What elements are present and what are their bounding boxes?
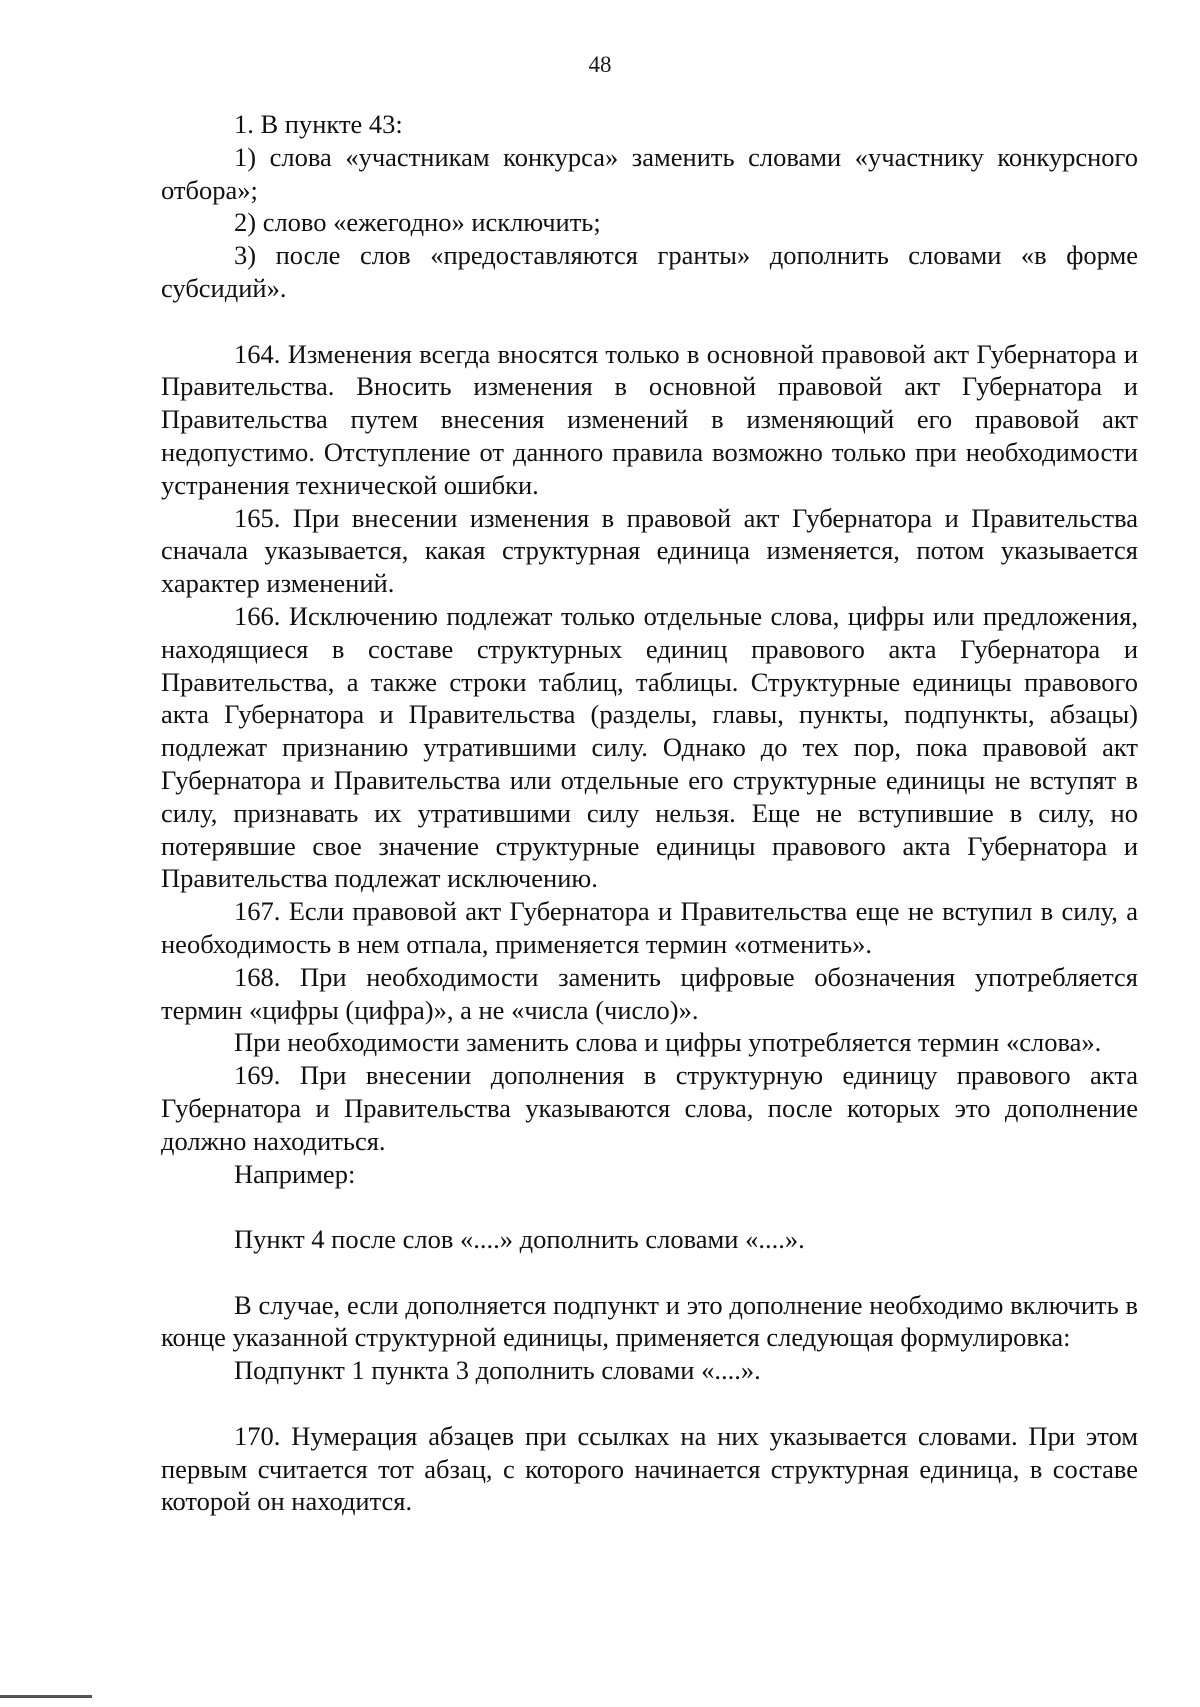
page-number: 48: [588, 52, 612, 77]
example-subitem-2: 2) слово «ежегодно» исключить;: [234, 207, 601, 238]
paragraph-167: 167. Если правовой акт Губернатора и Правительства еще не вступил в силу, а необходимость в нем отпала, применяется термин «отменить».: [161, 896, 1138, 959]
example-label: Например:: [234, 1158, 356, 1189]
example-formulation-1: Пункт 4 после слов «....» дополнить словами «....».: [234, 1224, 805, 1255]
example-subitem-1: 1) слова «участникам конкурса» заменить словами «участнику конкурсного отбора»;: [161, 141, 1138, 205]
paragraph-170: 170. Нумерация абзацев при ссылках на них указывается словами. При этом первым считается тот абзац, с которого начинается структурная единица, в составе которой он находится.: [161, 1420, 1138, 1517]
document-body: [161, 108, 1138, 1518]
paragraph-164: 164. Изменения всегда вносятся только в основной правовой акт Губернатора и Правительства. Вносить изменения в основной правовой акт Губернатора и Правительства путем внесения изменений в изменяющий его правовой акт недопустимо. Отступление от данного правила возможно только при необходимости устранения технической ошибки.: [161, 338, 1138, 500]
paragraph-165: 165. При внесении изменения в правовой акт Губернатора и Правительства сначала указывается, какая структурная единица изменяется, потом указывается характер изменений.: [161, 502, 1138, 599]
case-description: В случае, если дополняется подпункт и это дополнение необходимо включить в конце указанной структурной единицы, применяется следующая формулировка:: [161, 1289, 1138, 1353]
paragraph-168-continued: При необходимости заменить слова и цифры употребляется термин «слова».: [234, 1027, 1102, 1058]
paragraph-168: 168. При необходимости заменить цифровые обозначения употребляется термин «цифры (цифра)», а не «числа (число)».: [161, 961, 1138, 1025]
example-subitem-3: 3) после слов «предоставляются гранты» дополнить словами «в форме субсидий».: [161, 240, 1138, 303]
paragraph-166: 166. Исключению подлежат только отдельные слова, цифры или предложения, находящиеся в составе структурных единиц правового акта Губернатора и Правительства, а также строки таблиц, таблицы. Структурные единицы правового акта Губернатора и Правительства (разделы, главы, пункты, подпункты, абзацы) подлежат признанию утратившими силу. Однако до тех пор, пока правовой акт Губернатора и Правительства или отдельные его структурные единицы не вступят в силу, признавать их утратившими силу нельзя. Еще не вступившие в силу, но потерявшие свое значение структурные единицы правового акта Губернатора и Правительства подлежат исключению.: [161, 600, 1138, 894]
paragraph-169: 169. При внесении дополнения в структурную единицу правового акта Губернатора и Правительства указываются слова, после которых это дополнение должно находиться.: [161, 1060, 1138, 1156]
example-item-1: 1. В пункте 43:: [234, 109, 403, 139]
scan-edge-mark: [0, 1695, 92, 1698]
example-formulation-2: Подпункт 1 пункта 3 дополнить словами «....».: [234, 1355, 761, 1386]
